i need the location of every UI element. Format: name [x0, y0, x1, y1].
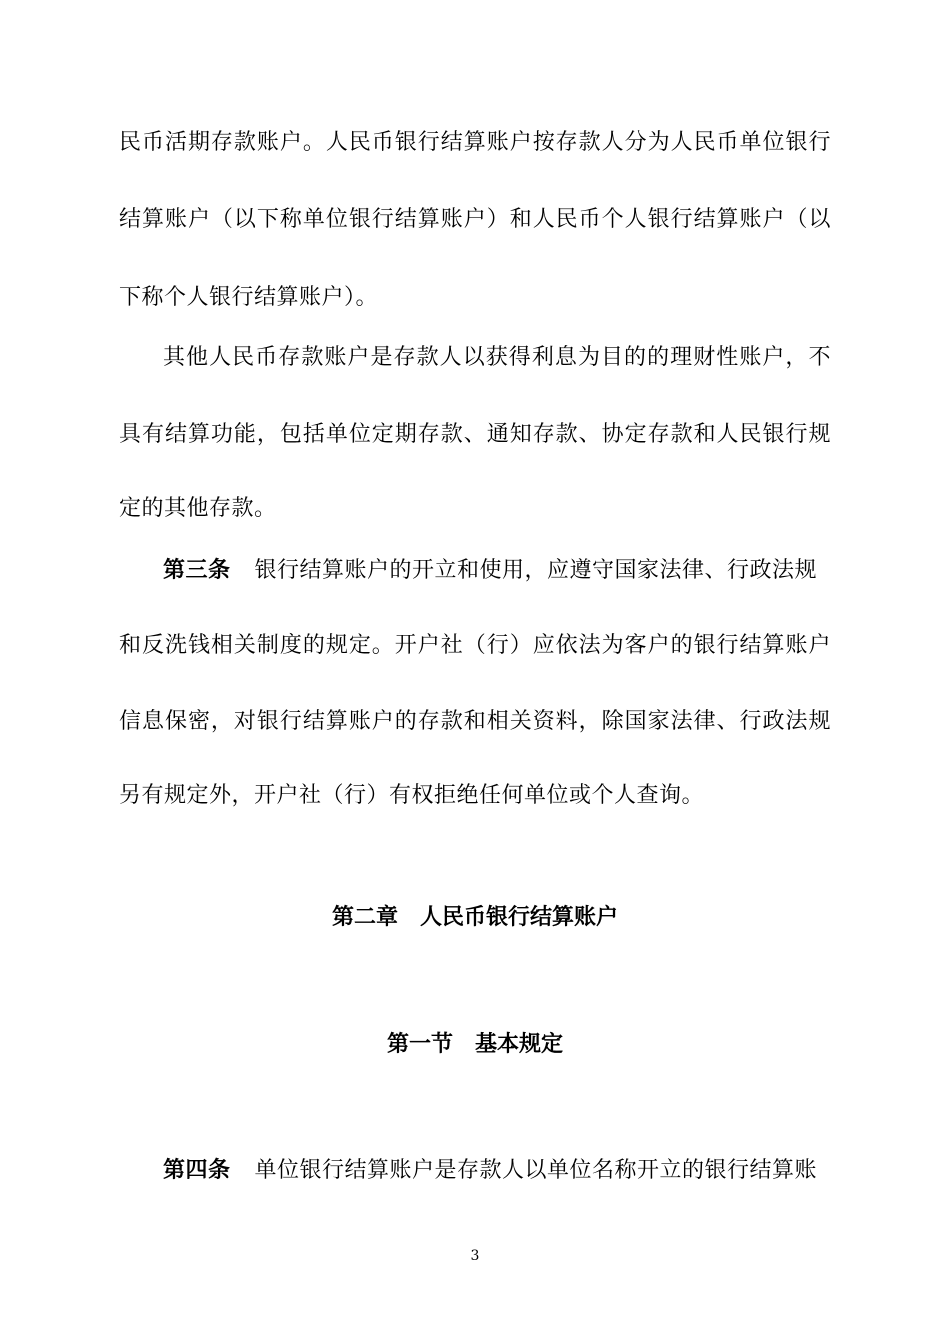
article-3-line-2: 和反洗钱相关制度的规定。开户社（行）应依法为客户的银行结算账户 — [119, 633, 831, 658]
article-3-line-4: 另有规定外，开户社（行）有权拒绝任何单位或个人查询。 — [119, 783, 705, 808]
paragraph-1-line-3: 下称个人银行结算账户）。 — [119, 285, 379, 310]
article-3-line-3: 信息保密，对银行结算账户的存款和相关资料，除国家法律、行政法规 — [119, 709, 831, 734]
article-3-text: 银行结算账户的开立和使用，应遵守国家法律、行政法规 — [254, 558, 818, 583]
article-4-label: 第四条 — [163, 1157, 231, 1183]
article-3-label: 第三条 — [163, 557, 231, 583]
article-4-line-1 — [163, 1155, 831, 1186]
section-heading: 第一节 基本规定 — [386, 1031, 563, 1057]
paragraph-1-line-2: 结算账户（以下称单位银行结算账户）和人民币个人银行结算账户（以 — [119, 207, 831, 232]
paragraph-2-line-3: 定的其他存款。 — [119, 496, 277, 521]
chapter-heading: 第二章 人民币银行结算账户 — [331, 904, 618, 930]
page-number: 3 — [470, 1248, 480, 1264]
paragraph-2-line-1: 其他人民币存款账户是存款人以获得利息为目的的理财性账户，不 — [163, 345, 831, 370]
paragraph-2-line-2: 具有结算功能，包括单位定期存款、通知存款、协定存款和人民银行规 — [119, 422, 831, 447]
article-4-text: 单位银行结算账户是存款人以单位名称开立的银行结算账 — [254, 1158, 818, 1183]
paragraph-1-line-1: 民币活期存款账户。人民币银行结算账户按存款人分为人民币单位银行 — [119, 130, 831, 155]
article-3-line-1 — [163, 555, 831, 586]
